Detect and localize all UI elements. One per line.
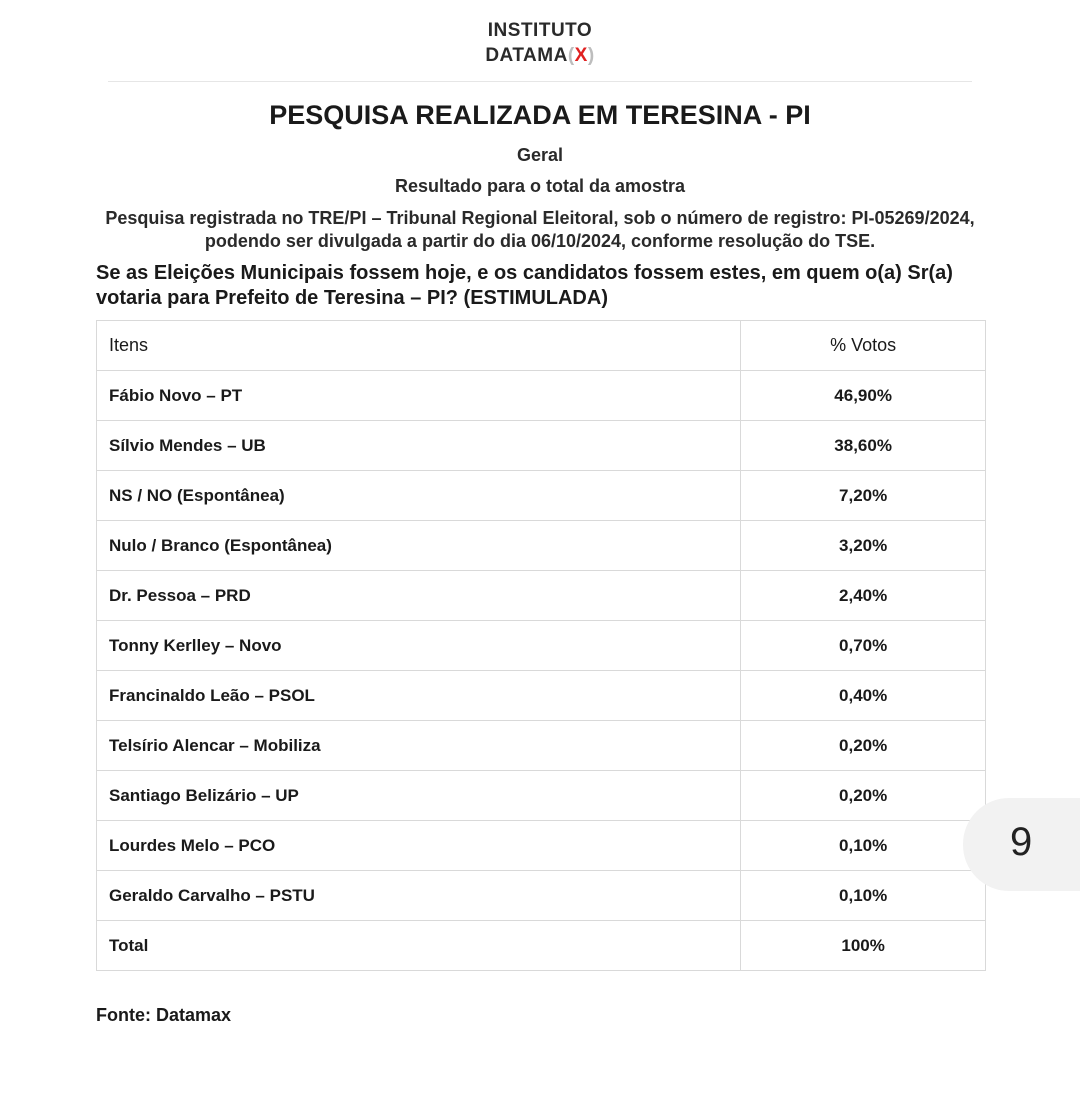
row-vote-percent: 0,70%	[741, 621, 986, 671]
row-item-label: Total	[97, 921, 741, 971]
row-item-label: Santiago Belizário – UP	[97, 771, 741, 821]
survey-question: Se as Eleições Municipais fossem hoje, e os candidatos fossem estes, em quem o(a) Sr(a) votaria para Prefeito de Teresina – PI? (ESTIMULADA)	[96, 262, 953, 309]
logo-line-1: INSTITUTO	[487, 20, 593, 41]
row-item-label: Geraldo Carvalho – PSTU	[97, 871, 741, 921]
table-row	[97, 871, 986, 921]
logo-paren-close: )	[587, 45, 595, 66]
subtitle: Geral	[516, 145, 564, 165]
table-row	[97, 421, 986, 471]
row-item-label: Francinaldo Leão – PSOL	[97, 671, 741, 721]
logo-line-2	[0, 43, 1080, 68]
table-row	[97, 721, 986, 771]
header-itens: Itens	[97, 321, 741, 371]
page-number-badge	[963, 798, 1080, 891]
logo-x: X	[574, 45, 588, 66]
logo-paren-open: (	[567, 45, 575, 66]
page-number: 9	[1010, 820, 1033, 864]
row-vote-percent: 0,40%	[741, 671, 986, 721]
table-row	[97, 521, 986, 571]
table-row	[97, 821, 986, 871]
row-vote-percent: 7,20%	[741, 471, 986, 521]
table-header-row	[97, 321, 986, 371]
results-table	[96, 320, 986, 971]
table-row	[97, 571, 986, 621]
row-item-label: Telsírio Alencar – Mobiliza	[97, 721, 741, 771]
row-vote-percent: 3,20%	[741, 521, 986, 571]
row-vote-percent: 0,20%	[741, 721, 986, 771]
row-item-label: NS / NO (Espontânea)	[97, 471, 741, 521]
registration-note: Pesquisa registrada no TRE/PI – Tribunal Regional Eleitoral, sob o número de registro: PI-05269/2024, podendo ser divulgada a partir do dia 06/10/2024, conforme resolução do TSE.	[105, 208, 975, 251]
row-item-label: Nulo / Branco (Espontânea)	[97, 521, 741, 571]
row-vote-percent: 46,90%	[741, 371, 986, 421]
table-row	[97, 671, 986, 721]
row-item-label: Lourdes Melo – PCO	[97, 821, 741, 871]
logo-prefix: DATAMA	[485, 45, 568, 66]
table-row	[97, 621, 986, 671]
row-item-label: Fábio Novo – PT	[97, 371, 741, 421]
table-row	[97, 471, 986, 521]
row-vote-percent: 38,60%	[741, 421, 986, 471]
row-item-label: Sílvio Mendes – UB	[97, 421, 741, 471]
row-vote-percent: 0,20%	[741, 771, 986, 821]
row-item-label: Dr. Pessoa – PRD	[97, 571, 741, 621]
table-row	[97, 771, 986, 821]
row-vote-percent: 100%	[741, 921, 986, 971]
source-note: Fonte: Datamax	[96, 1005, 232, 1025]
row-vote-percent: 0,10%	[741, 821, 986, 871]
header-divider	[108, 81, 972, 82]
table-row	[97, 371, 986, 421]
table-row	[97, 921, 986, 971]
row-vote-percent: 0,10%	[741, 871, 986, 921]
row-vote-percent: 2,40%	[741, 571, 986, 621]
institute-logo	[0, 18, 1080, 68]
sample-subtitle: Resultado para o total da amostra	[394, 176, 686, 196]
page-title: PESQUISA REALIZADA EM TERESINA - PI	[269, 100, 811, 130]
row-item-label: Tonny Kerlley – Novo	[97, 621, 741, 671]
header-votos: % Votos	[741, 321, 986, 371]
